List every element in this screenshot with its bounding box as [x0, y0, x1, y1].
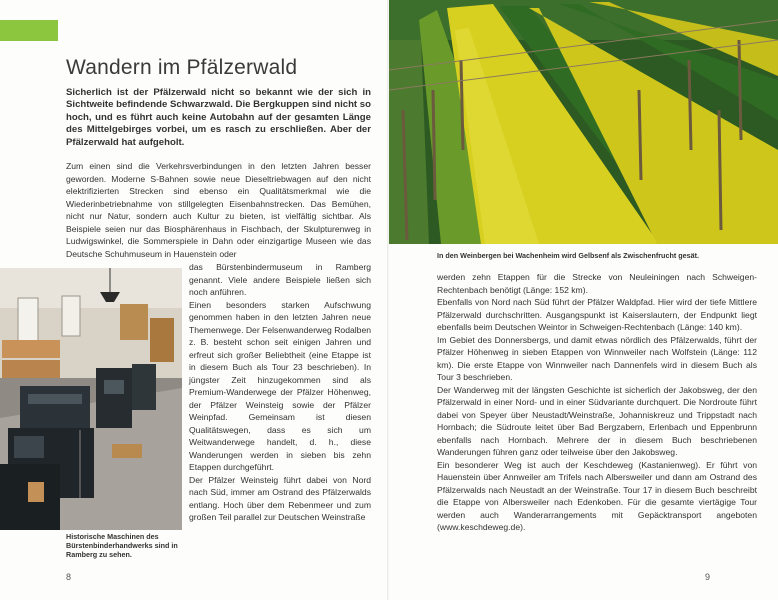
lead-paragraph: Sicherlich ist der Pfälzerwald nicht so bekannt wie der sich in Sichtweite befindende Schwarzwald. Die Bergkuppen sind nicht so hoch, und es führt auch keine Autobahn auf der gesamten Länge des Mittelgebirges vorbei, um es rasch zu erschließen. Aber der Pfälzerwald hat aufgeholt.: [66, 87, 371, 148]
page-title: Wandern im Pfälzerwald: [66, 56, 298, 79]
museum-machines-photo: [0, 268, 182, 530]
body-text-column: [189, 261, 371, 524]
right-page: [389, 0, 778, 600]
right-photo-caption: In den Weinbergen bei Wachenheim wird Gelbsenf als Zwischenfrucht gesät.: [437, 251, 699, 260]
chapter-accent-tab: [0, 20, 58, 41]
body-column-paragraph-1: das Bürstenbindermuseum in Ramberg genannt. Viele andere Beispiele ließen sich noch anführen.: [189, 262, 371, 297]
body-text-top: Zum einen sind die Verkehrsverbindungen in den letzten Jahren besser geworden. Moderne S-Bahnen sowie neue Dieseltriebwagen auf den nicht elektrifizierten Strecken sind ebenso ein Qualitätsmerkmal wie die Wiederinbetriebnahme von stillgelegten Eisenbahnstrecken. Das Bemühen, nicht nur Natur, sondern auch Kultur zu bieten, ist vielfältig sichtbar. Als Beispiele seien nur das Biosphärenhaus in Fischbach, der Skulpturenweg in Ludwigswinkel, die Sommerspiele in Dahn oder einzigartige Museen wie das Deutsche Schuhmuseum in Hauenstein oder: [66, 161, 371, 259]
right-paragraph-4: Der Wanderweg mit der längsten Geschichte ist sicherlich der Jakobsweg, der den Pfälzerwald in einer Nord- und in einer Südvariante durchquert. Die Nordroute führt dabei von Speyer über Neustadt/Weinstraße, Johanniskreuz und Trippstadt nach Hornbach; die Südroute leitet über Bad Bergzabern, Erlenbach und Eppenbrunn ebenfalls nach Hornbach. Mehrere der in diesem Buch beschriebenen Wanderungen führen ganz oder teilweise über den Jakobsweg.: [437, 384, 757, 457]
page-number-left: 8: [66, 572, 72, 582]
right-paragraph-1: werden zehn Etappen für die Strecke von Neuleiningen nach Schweigen-Rechtenbach benötigt (Länge: 152 km).: [437, 272, 757, 295]
right-paragraph-2: Ebenfalls von Nord nach Süd führt der Pfälzer Waldpfad. Hier wird der tiefe Mittlere Pfälzerwald durchschritten. Ausgangspunkt ist Kaiserslautern, der Endpunkt liegt ebenfalls beim Deutschen Weintor in Schweigen-Rechtenbach (Länge: 140 km).: [437, 297, 757, 332]
page-number-right: 9: [705, 572, 711, 582]
body-column-paragraph-3: Der Pfälzer Weinsteig führt dabei von Nord nach Süd, immer am Ostrand des Pfälzerwalds entlang. Hoch über dem Rebenmeer und zum großen Teil parallel zur Deutschen Weinstraße: [189, 474, 371, 522]
vineyard-mustard-photo: [389, 0, 778, 244]
right-paragraph-5: Ein besonderer Weg ist auch der Keschdeweg (Kastanienweg). Er führt von Hauenstein über Annweiler am Trifels nach Albersweiler und dann am Ostrand des Pfälzerwalds nach Neustadt an der Weinstraße. Tour 17 in diesem Buch beschreibt die Etappe von Albersweiler nach Edenkoben. Für die gesamte viertägige Tour werden auch Wanderarrangements mit Gepäcktransport angeboten (www.keschdeweg.de).: [437, 459, 757, 532]
body-column-paragraph-2: Einen besonders starken Aufschwung genommen haben in den letzten Jahren neue Themenwege. Der Felsenwanderweg Rodalben z. B. besteht schon seit einigen Jahren und erfreut sich großer Beliebtheit (eine Etappe ist in diesem Buch als Tour 23 beschrieben). In jüngster Zeit hinzugekommen sind als Premium-Wanderwege der Pfälzer Höhenweg, der Pfälzer Weinsteig sowie der Pfälzer Weinpfad. Gemeinsam ist diesen Qualitätswegen, dass es sich um Weitwanderwege handelt, d. h., diese Wanderungen werden in sieben bis zehn Etappen durchgeführt.: [189, 299, 372, 472]
left-photo-caption: Historische Maschinen des Bürstenbinderhandwerks sind in Ramberg zu sehen.: [66, 532, 178, 560]
right-paragraph-3: Im Gebiet des Donnersbergs, und damit etwas nördlich des Pfälzerwalds, führt der Pfälzer Höhenweg in sieben Etappen von Winnweiler nach Wolfstein (Länge: 112 km). Die erste Etappe von Winnweiler nach Dannenfels wird in diesem Buch als Tour 3 beschrieben.: [437, 334, 757, 382]
right-body-text: [437, 271, 757, 534]
